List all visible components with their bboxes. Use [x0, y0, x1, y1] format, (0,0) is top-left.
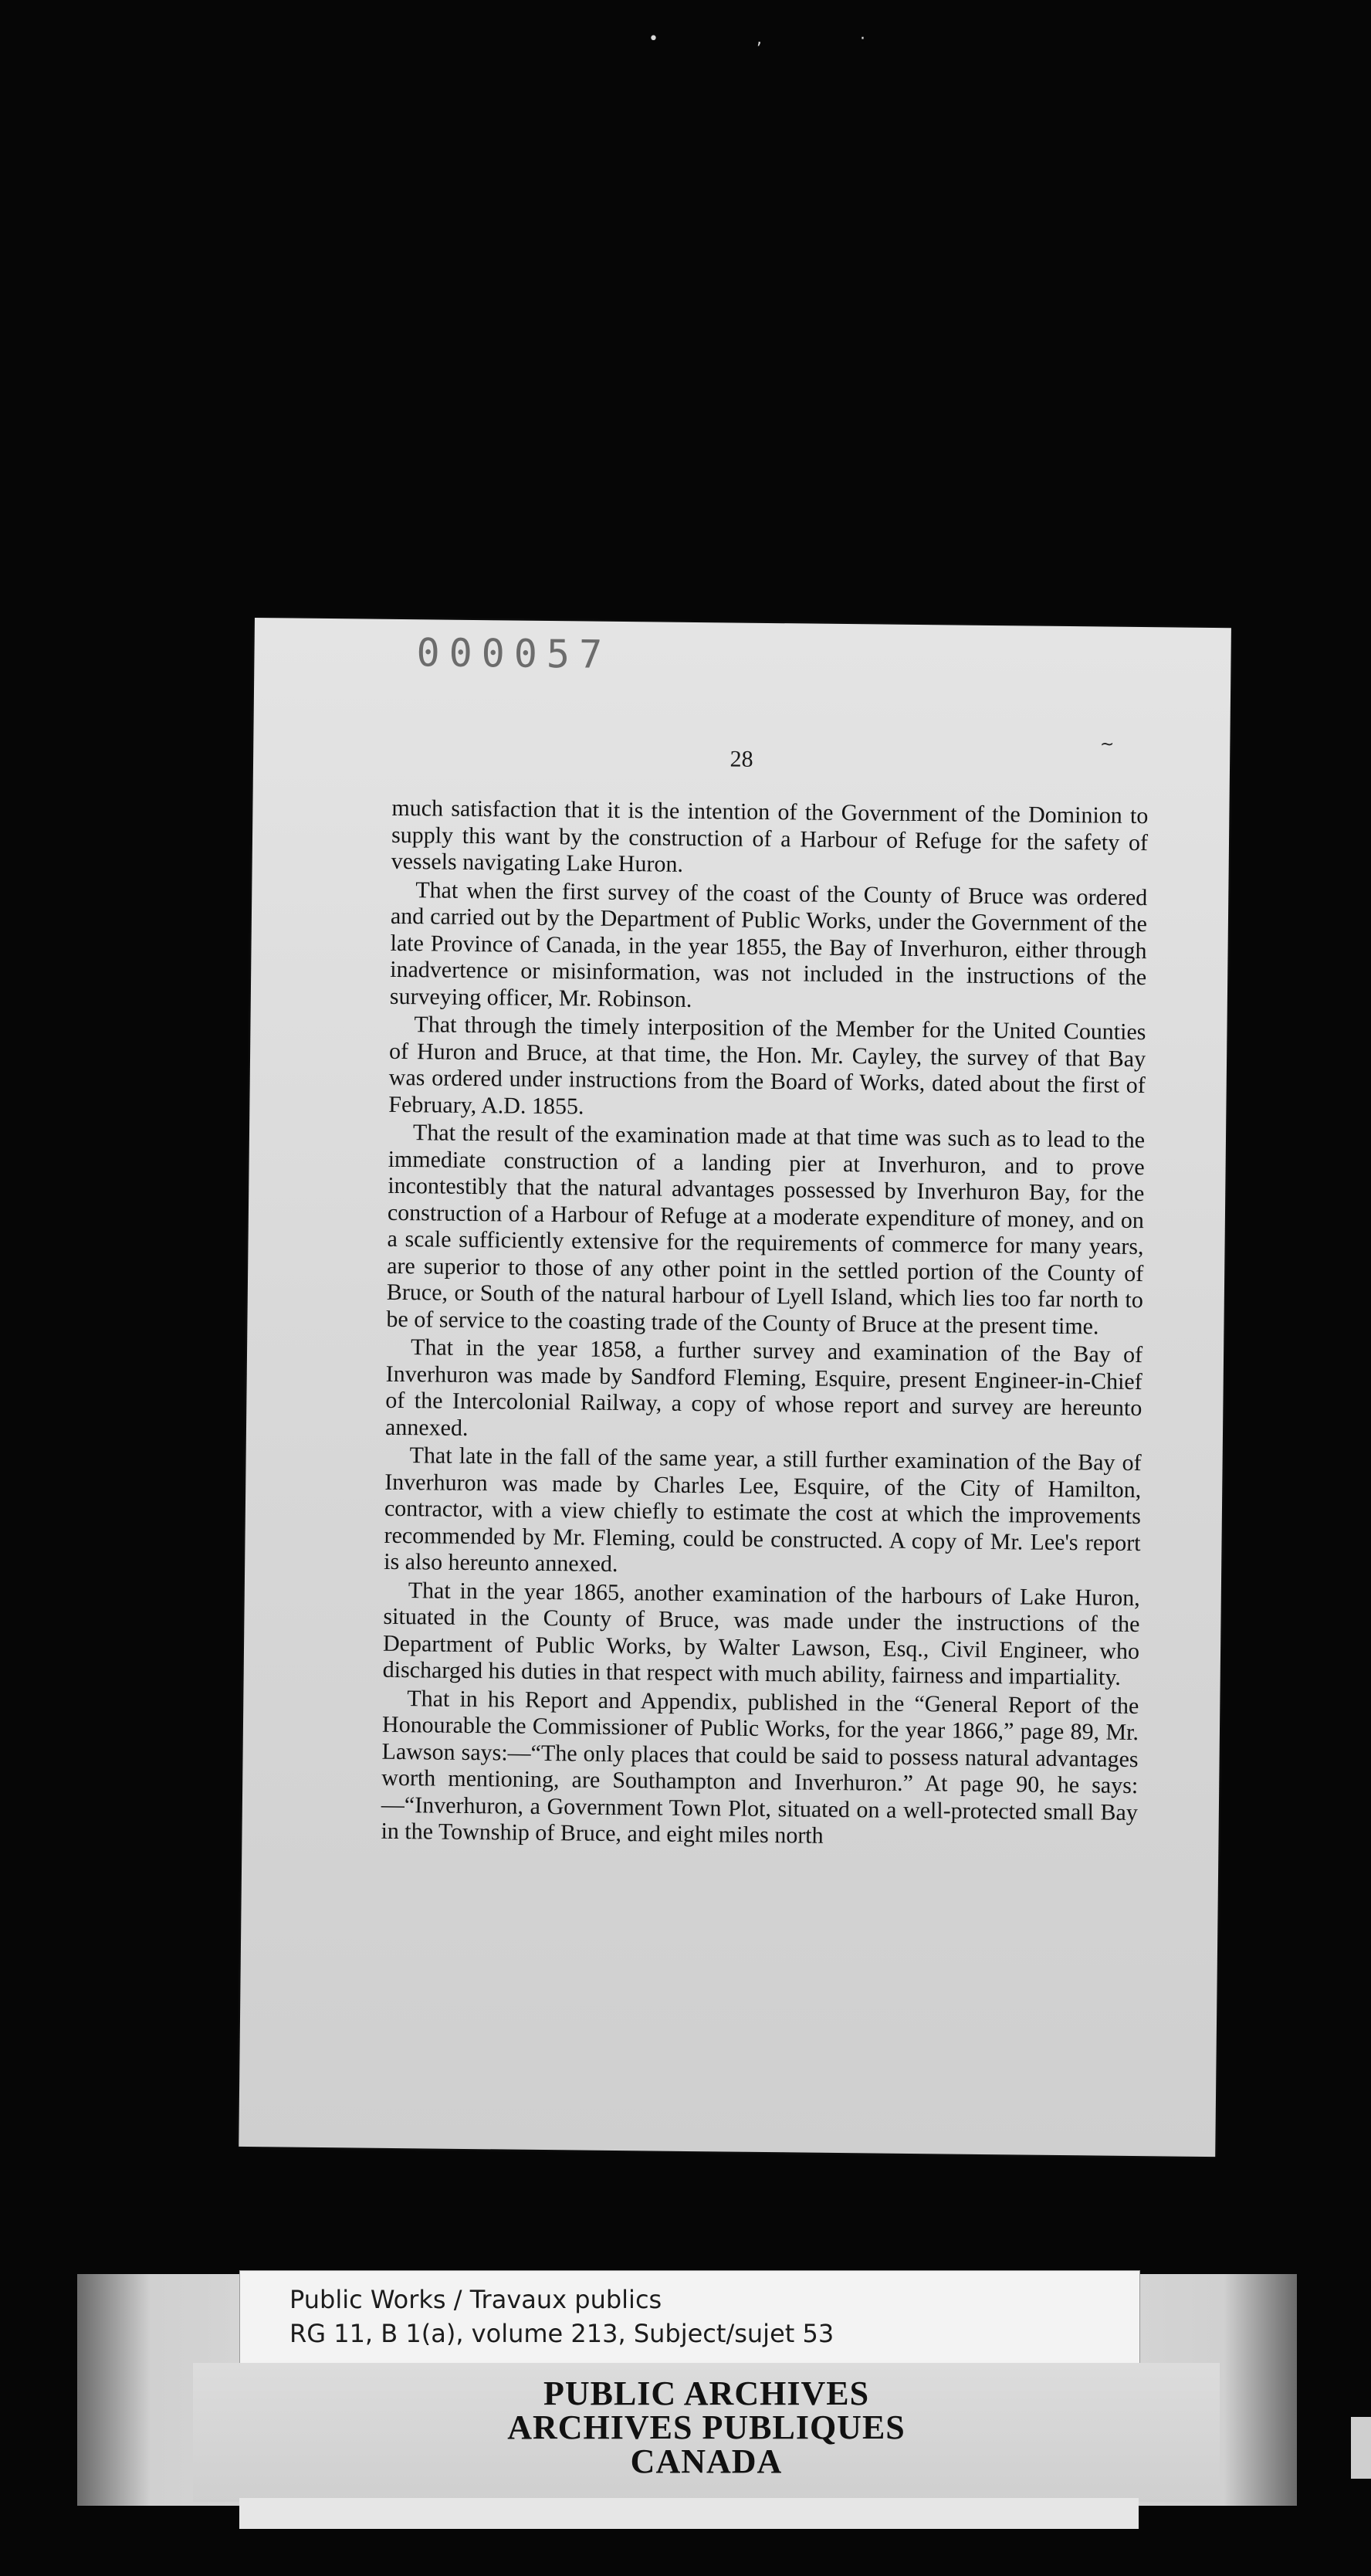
reference-department: Public Works / Travaux publics: [289, 2285, 662, 2314]
document-page: [239, 618, 1231, 2157]
archive-stamp-number: 000057: [416, 630, 612, 677]
reference-label: [239, 2270, 1140, 2368]
film-edge-tab: [1351, 2417, 1371, 2479]
paragraph: That the result of the examination made at that time was such as to lead to the immediate construction of a landing pier at Inverhuron, and to prove incontestibly that the natural advantages possessed by Inverhuron Bay, for the construction of a Harbour of Refuge at a moderate expenditure of money, and on a scale sufficiently extensive for the requirements of commerce for many years, are superior to those of any other point in the settled portion of the County of Bruce, or South of the natural harbour of Lyell Island, which lies too far north to be of service to the coasting trade of the County of Bruce at the present time.: [386, 1120, 1146, 1340]
archives-country: CANADA: [630, 2442, 783, 2480]
paragraph: much satisfaction that it is the intention of the Government of the Dominion to supply this want by the construction of a Harbour of Refuge for the safety of vessels navigating Lake Huron.: [391, 795, 1149, 877]
archives-title-en: PUBLIC ARCHIVES: [543, 2374, 870, 2412]
film-marks: • , ·: [648, 29, 912, 49]
page-number: 28: [730, 746, 753, 772]
archives-title-fr: ARCHIVES PUBLIQUES: [507, 2408, 906, 2446]
archives-banner: [193, 2363, 1220, 2502]
paragraph: That when the first survey of the coast of the County of Bruce was ordered and carried out by the Department of Public Works, under the Government of the late Province of Canada, in the year 1855, the Bay of Inverhuron, either through inadvertence or misinformation, was not included in the instructions of the surveying officer, Mr. Robinson.: [389, 876, 1148, 1012]
bottom-strip: [239, 2498, 1139, 2529]
paragraph: That late in the fall of the same year, a still further examination of the Bay of Inverhuron was made by Charles Lee, Esquire, of the City of Hamilton, contractor, with a view chiefly to estimate the cost at which the improvements recommended by Mr. Fleming, could be constructed. A copy of Mr. Lee's report is also hereunto annexed.: [384, 1442, 1142, 1577]
paragraph: That in the year 1858, a further survey and examination of the Bay of Inverhuron was made by Sandford Fleming, Esquire, present Engineer-in-Chief of the Intercolonial Railway, a copy of whose report and survey are hereunto annexed.: [384, 1334, 1143, 1441]
corner-mark: ~: [1099, 734, 1115, 754]
paragraph: That in his Report and Appendix, published in the “General Report of the Honourable the Commissioner of Public Works, for the year 1866,” page 89, Mr. Lawson says:—“The only places that could be said to possess natural advantages worth mentioning, are Southampton and Inverhuron.” At page 90, he says:—“Inverhuron, a Government Town Plot, situated on a well-protected small Bay in the Township of Bruce, and eight miles north: [381, 1685, 1139, 1849]
reference-record-group: RG 11, B 1(a), volume 213, Subject/sujet 53: [289, 2319, 834, 2348]
document-body: [381, 795, 1148, 1855]
paragraph: That through the timely interposition of the Member for the United Counties of Huron and Bruce, at that time, the Hon. Mr. Cayley, the survey of that Bay was ordered under instructions from the Board of Works, dated about the first of February, A.D. 1855.: [388, 1012, 1146, 1119]
paragraph: That in the year 1865, another examination of the harbours of Lake Huron, situated in the County of Bruce, was made under the instructions of the Department of Public Works, by Walter Lawson, Esq., Civil Engineer, who discharged his duties in that respect with much ability, fairness and impartiality.: [382, 1577, 1140, 1690]
